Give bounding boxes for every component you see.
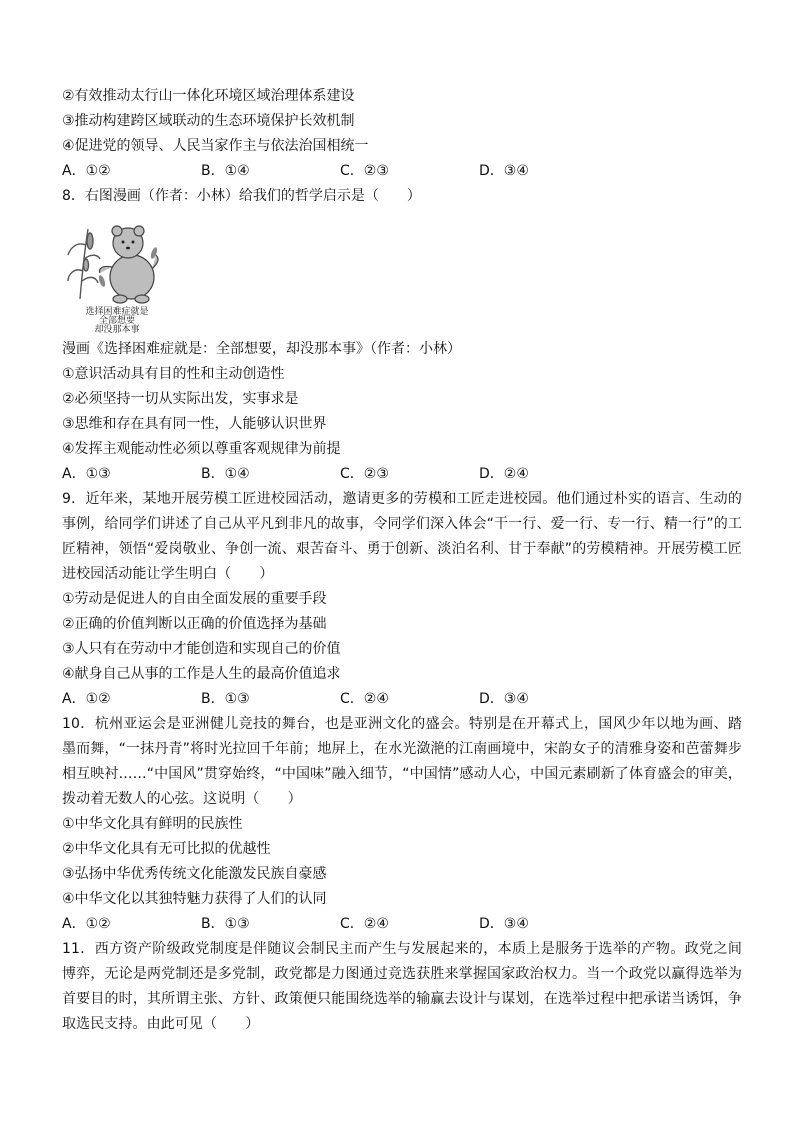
q9-item-3: ③人只有在劳动中才能创造和实现自己的价值 [62,641,341,657]
q9-option-a[interactable]: A．①② [62,691,111,707]
q7-item-3: ③推动构建跨区域联动的生态环境保护长效机制 [62,113,355,129]
q9-item-4: ④献身自己从事的工作是人生的最高价值追求 [62,666,341,682]
q8-option-b[interactable]: B．①④ [201,466,250,482]
question-11 [62,937,742,1037]
q10-option-d[interactable]: D．③④ [479,916,529,932]
cartoon-image [62,215,172,333]
q10-option-b[interactable]: B．①③ [201,916,250,932]
q8-item-4: ④发挥主观能动性必须以尊重客观规律为前提 [62,441,341,457]
q10-item-4: ④中华文化以其独特魅力获得了人们的认同 [62,891,327,907]
q8-item-1: ①意识活动具有目的性和主动创造性 [62,366,285,382]
q9-option-c[interactable]: C．②④ [340,691,389,707]
q7-option-c[interactable]: C．②③ [340,163,389,179]
q10-option-c[interactable]: C．②④ [340,916,389,932]
q8-options [62,462,742,487]
q9-item-1: ①劳动是促进人的自由全面发展的重要手段 [62,591,327,607]
question-9 [62,487,742,712]
q9-option-b[interactable]: B．①③ [201,691,250,707]
q9-options [62,687,742,712]
q7-item-4: ④促进党的领导、人民当家作主与依法治国相统一 [62,138,369,154]
q10-item-1: ①中华文化具有鲜明的民族性 [62,816,243,832]
q7-option-b[interactable]: B．①④ [201,163,250,179]
q8-option-a[interactable]: A．①③ [62,466,111,482]
q7-item-2: ②有效推动太行山一体化环境区域治理体系建设 [62,88,355,104]
q9-stem: 9．近年来，某地开展劳模工匠进校园活动，邀请更多的劳模和工匠走进校园。他们通过朴实的语言、生动的事例，给同学们讲述了自己从平凡到非凡的故事，令同学们深入体会“干一行、爱一行、专一行、精一行”的工匠精神，领悟“爱岗敬业、争创一流、艰苦奋斗、勇于创新、淡泊名利、甘于奉献”的劳模精神。开展劳模工匠进校园活动能让学生明白（ ） [62,491,742,582]
q10-options [62,912,742,937]
q11-stem: 11．西方资产阶级政党制度是伴随议会制民主而产生与发展起来的，本质上是服务于选举的产物。政党之间博弈，无论是两党制还是多党制，政党都是力图通过竞选获胜来掌握国家政治权力。当一个政党以赢得选举为首要目的时，其所谓主张、方针、政策便只能围绕选举的输赢去设计与谋划，在选举过程中把承诺当诱饵，争取选民支持。由此可见（ ） [62,941,742,1032]
q8-item-3: ③思维和存在具有同一性，人能够认识世界 [62,416,327,432]
q8-stem: 8．右图漫画（作者：小林）给我们的哲学启示是（ ） [62,188,421,204]
q10-option-a[interactable]: A．①② [62,916,111,932]
question-7 [62,84,742,184]
q9-option-d[interactable]: D．③④ [479,691,529,707]
q9-item-2: ②正确的价值判断以正确的价值选择为基础 [62,616,327,632]
cartoon-caption-line-3: 却没那本事 [94,325,140,333]
question-10 [62,712,742,937]
q8-caption: 漫画《选择困难症就是：全部想要，却没那本事》（作者：小林） [62,341,461,357]
q10-item-3: ③弘扬中华优秀传统文化能激发民族自豪感 [62,866,327,882]
q8-option-c[interactable]: C．②③ [340,466,389,482]
exam-page [62,84,742,1037]
q8-option-d[interactable]: D．②④ [479,466,529,482]
cartoon-drawing [62,215,172,333]
q8-item-2: ②必须坚持一切从实际出发，实事求是 [62,391,299,407]
q7-option-a[interactable]: A．①② [62,163,111,179]
q10-stem: 10．杭州亚运会是亚洲健儿竞技的舞台，也是亚洲文化的盛会。特别是在开幕式上，国风少年以地为画、踏墨而舞，“一抹丹青”将时光拉回千年前；地屏上，在水光潋滟的江南画境中，宋韵女子的清雅身姿和芭蕾舞步相互映衬……“中国风”贯穿始终，“中国味”融入细节，“中国情”感动人心，中国元素刷新了体育盛会的审美，拨动着无数人的心弦。这说明（ ） [62,716,742,807]
q10-item-2: ②中华文化具有无可比拟的优越性 [62,841,271,857]
q7-options [62,159,742,184]
cartoon-caption-line-2: 全部想要 [98,316,136,326]
question-8 [62,184,742,487]
cartoon-caption-line-1: 选择困难症就是 [85,307,149,317]
q7-option-d[interactable]: D．③④ [479,163,529,179]
